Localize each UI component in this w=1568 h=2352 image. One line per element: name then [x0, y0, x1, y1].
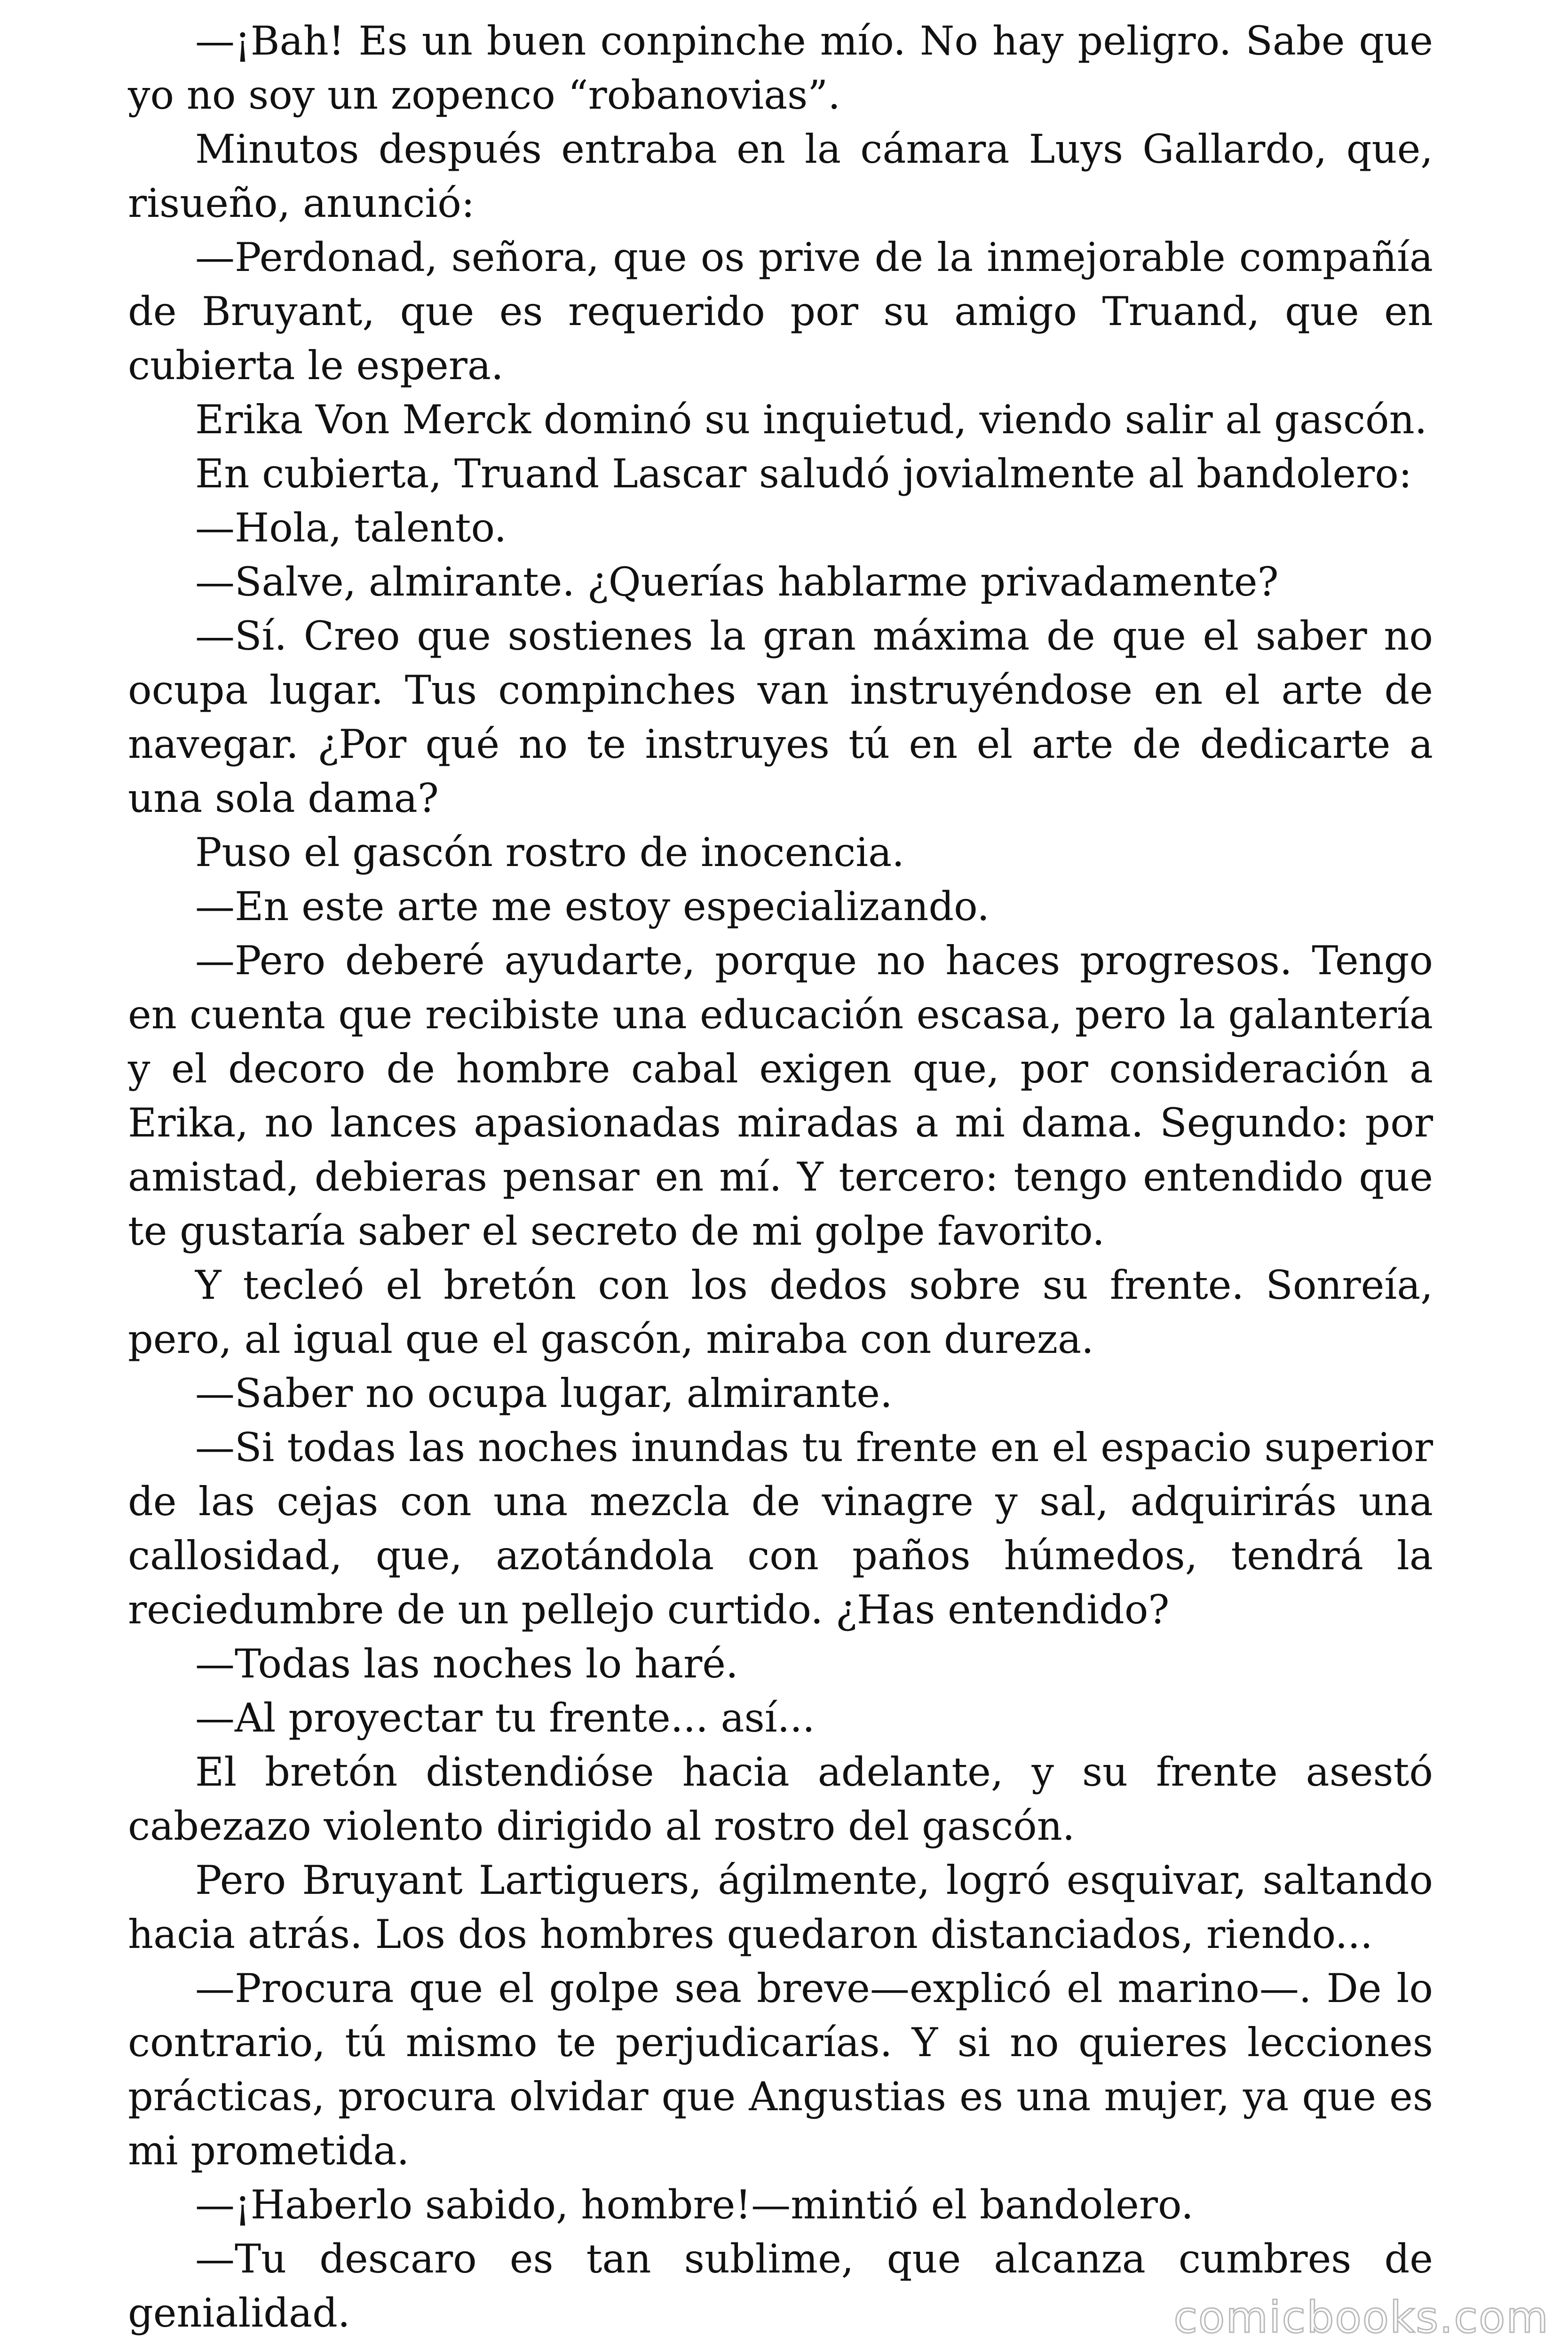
book-page-text [128, 14, 1433, 2340]
paragraph-3: —Perdonad, señora, que os prive de la inmejorable compañía de Bruyant, que es requerido por su amigo Truand, que en cubierta le espera. [128, 234, 1433, 389]
paragraph-5: En cubierta, Truand Lascar saludó jovialmente al bandolero: [195, 451, 1412, 497]
paragraph-14: —Si todas las noches inundas tu frente en el espacio superior de las cejas con una mezcla de vinagre y sal, adquirirás una callosidad, que, azotándola con paños húmedos, tendrá la reciedumbre de un pellejo curtido. ¿Has entendido? [128, 1424, 1433, 1633]
paragraph-8: —Sí. Creo que sostienes la gran máxima de que el saber no ocupa lugar. Tus compinches van instruyéndose en el arte de navegar. ¿Por qué no te instruyes tú en el arte de dedicarte a una sola dama? [128, 613, 1433, 821]
paragraph-17: El bretón distendióse hacia adelante, y su frente asestó cabezazo violento dirigido al rostro del gascón. [128, 1749, 1433, 1849]
paragraph-7: —Salve, almirante. ¿Querías hablarme privadamente? [195, 559, 1279, 605]
paragraph-6: —Hola, talento. [195, 505, 507, 551]
paragraph-19: —Procura que el golpe sea breve—explicó el marino—. De lo contrario, tú mismo te perjudicarías. Y si no quieres lecciones prácticas, procura olvidar que Angustias es una mujer, ya que es mi prometida. [128, 1965, 1433, 2174]
paragraph-20: —¡Haberlo sabido, hombre!—mintió el bandolero. [195, 2182, 1194, 2228]
paragraph-15: —Todas las noches lo haré. [195, 1641, 738, 1687]
paragraph-18: Pero Bruyant Lartiguers, ágilmente, logró esquivar, saltando hacia atrás. Los dos hombres quedaron distanciados, riendo... [128, 1857, 1433, 1957]
paragraph-4: Erika Von Merck dominó su inquietud, viendo salir al gascón. [195, 397, 1427, 443]
paragraph-21: —Tu descaro es tan sublime, que alcanza cumbres de genialidad. [128, 2236, 1433, 2336]
paragraph-10: —En este arte me estoy especializando. [195, 883, 990, 930]
watermark: comicbooks.com [1173, 2292, 1549, 2343]
paragraph-11: —Pero deberé ayudarte, porque no haces progresos. Tengo en cuenta que recibiste una educación escasa, pero la galantería y el decoro de hombre cabal exigen que, por consideración a Erika, no lances apasionadas miradas a mi dama. Segundo: por amistad, debieras pensar en mí. Y tercero: tengo entendido que te gustaría saber el secreto de mi golpe favorito. [128, 938, 1433, 1254]
paragraph-2: Minutos después entraba en la cámara Luys Gallardo, que, risueño, anunció: [128, 126, 1433, 226]
paragraph-13: —Saber no ocupa lugar, almirante. [195, 1370, 893, 1416]
paragraph-9: Puso el gascón rostro de inocencia. [195, 829, 904, 875]
paragraph-16: —Al proyectar tu frente... así... [195, 1695, 815, 1741]
paragraph-12: Y tecleó el bretón con los dedos sobre su frente. Sonreía, pero, al igual que el gascón, miraba con dureza. [128, 1262, 1433, 1362]
paragraph-1: —¡Bah! Es un buen conpinche mío. No hay peligro. Sabe que yo no soy un zopenco “robanovias”. [128, 18, 1433, 118]
